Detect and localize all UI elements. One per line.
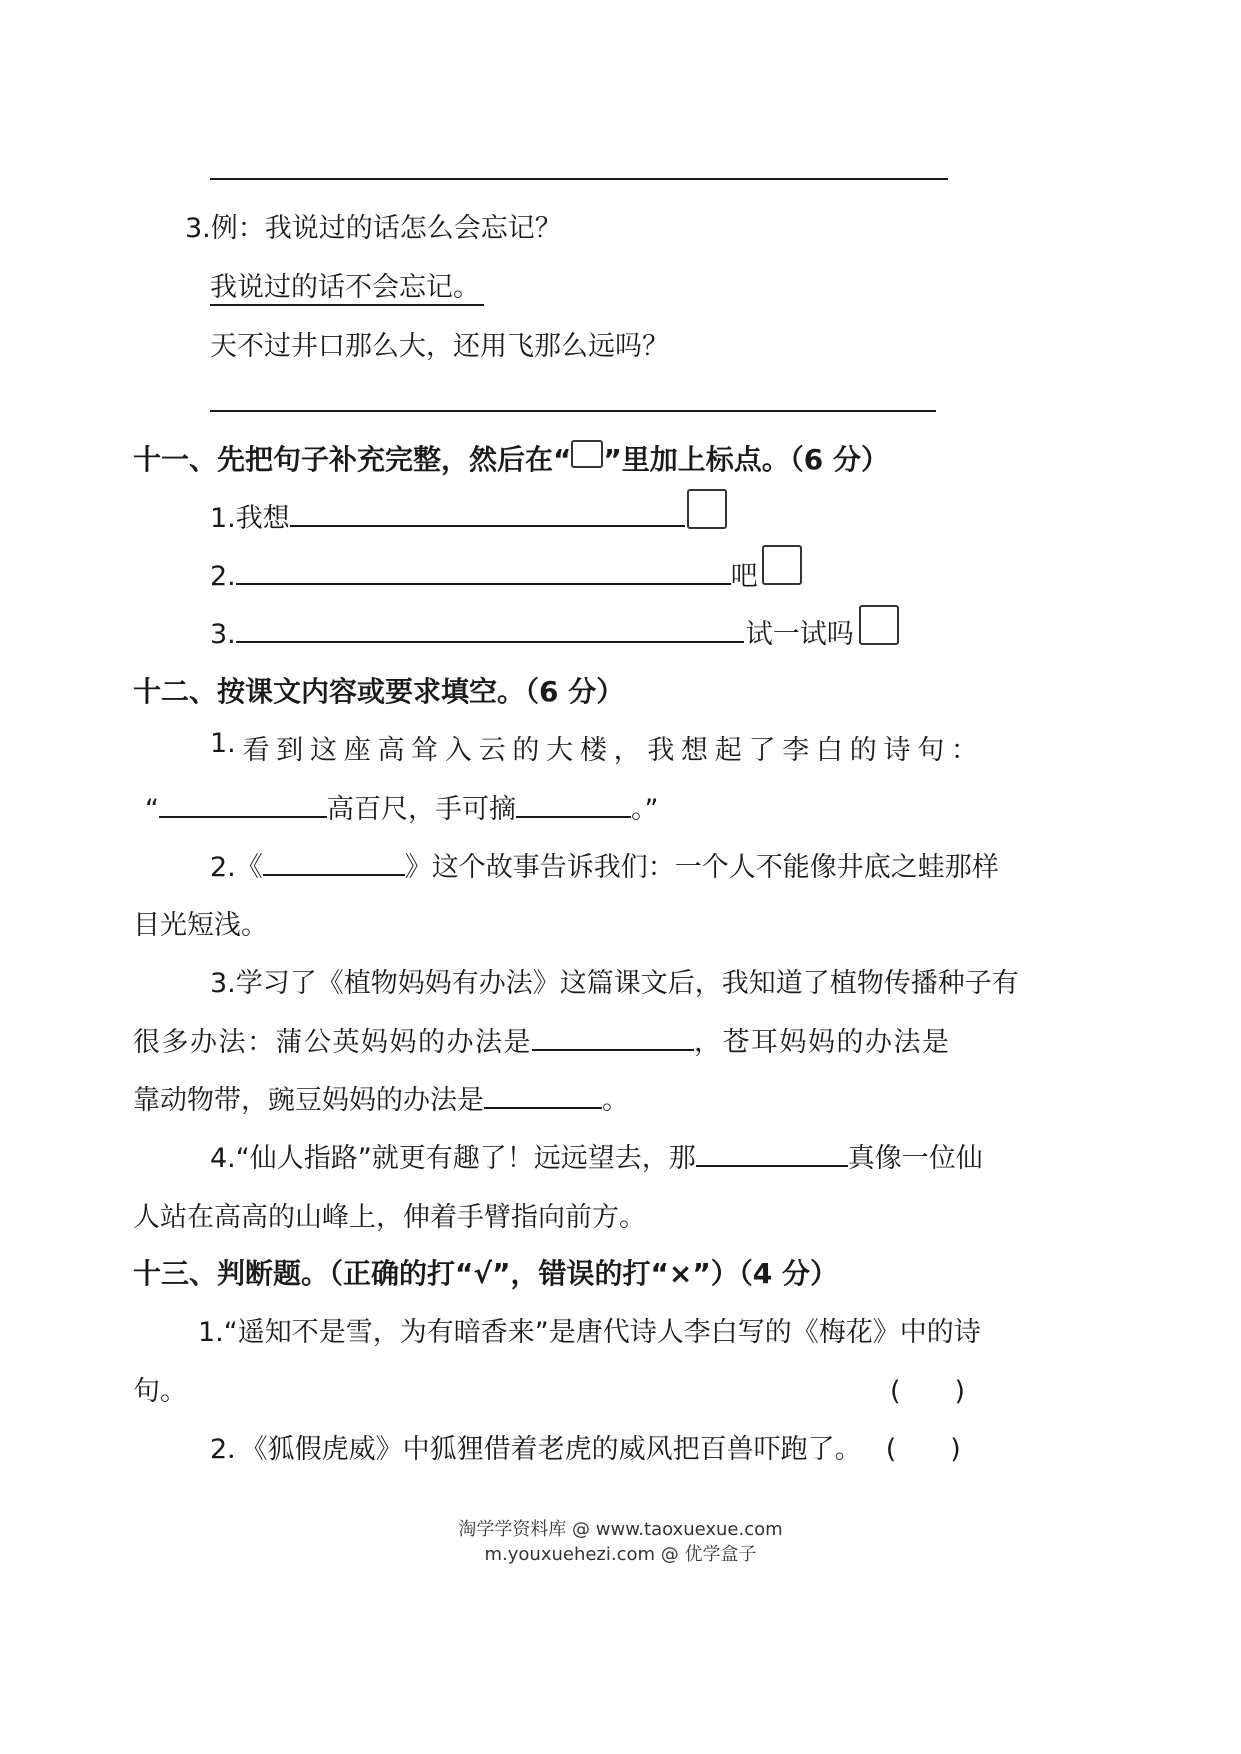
s12-item4-line1 — [210, 1136, 983, 1175]
s12-item2-line1 — [210, 845, 999, 884]
s11-item3-prefix: 3. — [210, 619, 236, 650]
s12-item1-char: 这 — [309, 735, 337, 766]
s12-item1-char: ： — [950, 735, 978, 766]
s12-item2-blank[interactable] — [263, 848, 405, 876]
s12-item3-blank-a[interactable] — [532, 1023, 694, 1051]
s13-item1-line1: 1.“遥知不是雪，为有暗香来”是唐代诗人李白写的《梅花》中的诗 — [198, 1317, 981, 1348]
s12-item1-char: 到 — [276, 735, 304, 766]
s12-item3-line2-b: ，苍耳妈妈的办法是 — [694, 1027, 951, 1058]
s12-item3-line3 — [133, 1078, 629, 1117]
section-11-title — [133, 438, 889, 478]
s12-item1-char: 大 — [546, 735, 574, 766]
footer-line-2: m.youxuehezi.com @ 优学盒子 — [484, 1544, 757, 1565]
s13-item2-text: 2．《狐假虎威》中狐狸借着老虎的威风把百兽吓跑了。 — [210, 1434, 862, 1465]
q10-example-answer-text: 我说过的话不会忘记。 — [210, 272, 480, 303]
s12-item1-close: 。” — [631, 794, 659, 825]
s12-item1-char: 看 — [242, 735, 270, 766]
s12-item1-open-quote: “ — [145, 794, 159, 825]
s12-item1-char: 了 — [748, 735, 776, 766]
section-12-title: 十二、按课文内容或要求填空。（6 分） — [133, 675, 625, 708]
s11-item-1 — [210, 496, 685, 535]
s12-item1-char: 诗 — [883, 735, 911, 766]
s13-item2 — [210, 1427, 961, 1466]
s12-item1-char: 我 — [647, 735, 675, 766]
answer-line-q10[interactable] — [210, 410, 936, 412]
s12-item1-char: 起 — [714, 735, 742, 766]
s12-item4-b: 真像一位仙 — [847, 1143, 983, 1174]
s12-item1-char: 1. — [210, 728, 236, 759]
s12-item1-char: 高 — [377, 735, 405, 766]
s12-item3-line2-a: 很多办法：蒲公英妈妈的办法是 — [133, 1027, 532, 1058]
section-11-title-b: ”里加上标点。（6 分） — [603, 443, 890, 476]
s12-item1-line1 — [210, 728, 978, 767]
s11-item1-prefix: 1.我想 — [210, 503, 290, 534]
s12-item2-open: 2.《 — [210, 852, 263, 883]
s11-item3-suffix: 试一试吗 — [745, 619, 854, 650]
s11-item3-box[interactable] — [859, 605, 899, 645]
s12-item4-a: 4.“仙人指路”就更有趣了！远远望去，那 — [210, 1143, 696, 1174]
footer-line-1: 淘学学资料库 @ www.taoxuexue.com — [458, 1519, 783, 1540]
s13-item1-line2: 句。 — [133, 1376, 187, 1407]
s12-item1-char: 句 — [917, 735, 945, 766]
s12-item3-line1: 3.学习了《植物妈妈有办法》这篇课文后，我知道了植物传播种子有 — [210, 968, 1019, 999]
s12-item4-blank[interactable] — [696, 1139, 848, 1167]
s12-item1-char: 的 — [512, 735, 540, 766]
s13-item1-answer-paren[interactable]: ( ) — [890, 1376, 966, 1407]
s11-item-3 — [210, 612, 854, 651]
s11-item3-blank[interactable] — [236, 615, 744, 643]
s12-item3-line3-a: 靠动物带，豌豆妈妈的办法是 — [133, 1085, 484, 1116]
s12-item1-blank-a[interactable] — [159, 790, 327, 818]
q10-example-answer — [210, 265, 484, 306]
s12-item2-rest: 》这个故事告诉我们：一个人不能像井底之蛙那样 — [404, 852, 999, 883]
s11-item1-box[interactable] — [687, 489, 727, 529]
answer-line-top[interactable] — [210, 178, 948, 180]
s12-item1-char: 白 — [815, 735, 843, 766]
s12-item3-blank-b[interactable] — [484, 1081, 602, 1109]
s11-item2-box[interactable] — [762, 545, 802, 585]
s12-item1-char: 想 — [681, 735, 709, 766]
s12-item1-char: 耸 — [411, 735, 439, 766]
s12-item1-blank-b[interactable] — [516, 790, 631, 818]
s12-item1-char: 入 — [444, 735, 472, 766]
s12-item1-mid: 高百尺，手可摘 — [327, 794, 516, 825]
section-11-title-a: 十一、先把句子补充完整，然后在“ — [133, 443, 572, 476]
s12-item1-char: 云 — [478, 735, 506, 766]
s11-item2-prefix: 2. — [210, 561, 236, 592]
s12-item1-char: 李 — [782, 735, 810, 766]
section-13-title: 十三、判断题。（正确的打“√”，错误的打“×”）（4 分） — [133, 1257, 838, 1290]
punctuation-box-sample — [571, 440, 603, 468]
s11-item2-blank[interactable] — [236, 557, 731, 585]
s11-item-2 — [210, 554, 758, 593]
s12-item4-line2: 人站在高高的山峰上，伸着手臂指向前方。 — [133, 1202, 646, 1233]
s12-item1-char: 的 — [849, 735, 877, 766]
s13-item2-answer-paren[interactable]: ( ) — [885, 1434, 961, 1465]
s12-item3-line3-b: 。 — [602, 1085, 629, 1116]
s12-item1-char: ， — [613, 735, 641, 766]
s12-item3-line2 — [133, 1020, 951, 1059]
q10-example-prompt: 3.例：我说过的话怎么会忘记？ — [185, 213, 562, 244]
s12-item1-line2 — [145, 787, 659, 826]
s12-item1-char: 楼 — [579, 735, 607, 766]
s12-item1-char: 座 — [343, 735, 371, 766]
s12-item2-line2: 目光短浅。 — [133, 910, 268, 941]
s11-item1-blank[interactable] — [290, 499, 685, 527]
s11-item2-suffix: 吧 — [730, 561, 758, 592]
q10-question: 天不过井口那么大，还用飞那么远吗？ — [210, 331, 669, 362]
